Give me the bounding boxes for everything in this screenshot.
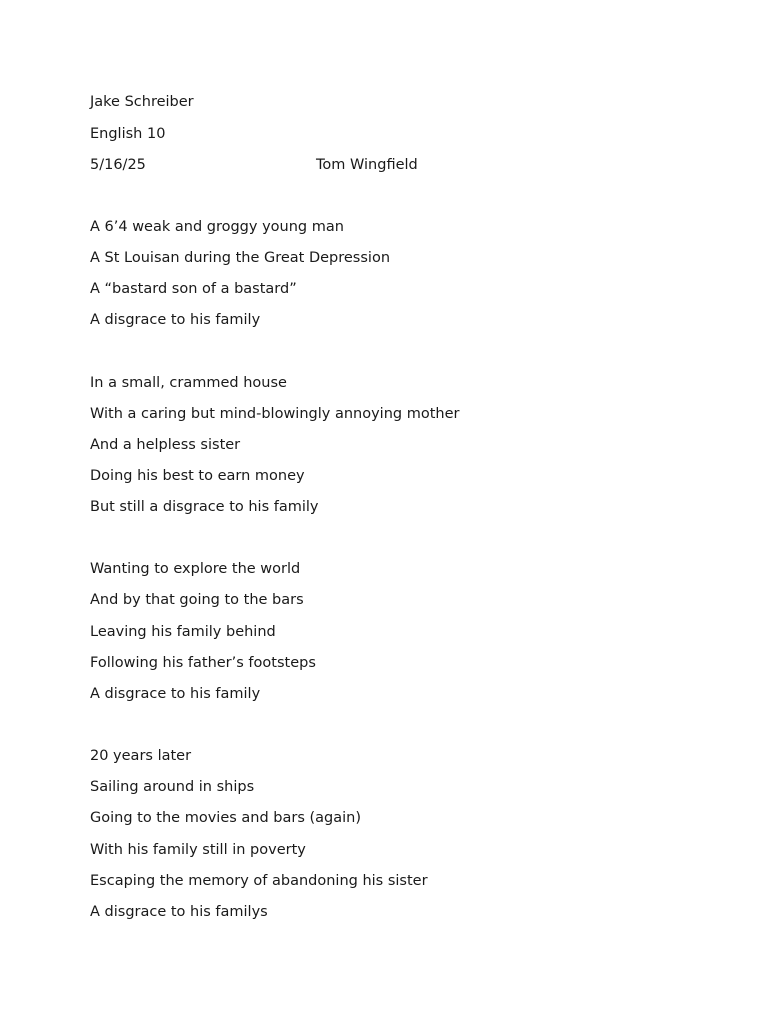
poem-line: A disgrace to his family: [90, 312, 261, 328]
poem-line: With a caring but mind-blowingly annoying mother: [90, 406, 460, 422]
date: 5/16/25: [90, 157, 146, 173]
poem-line: In a small, crammed house: [90, 375, 287, 391]
poem-line: Wanting to explore the world: [90, 561, 301, 577]
poem-line: And by that going to the bars: [90, 592, 304, 608]
poem-line: And a helpless sister: [90, 437, 241, 453]
poem-line: A 6’4 weak and groggy young man: [90, 219, 344, 235]
poem-line: Following his father’s footsteps: [90, 655, 316, 671]
poem-line: A disgrace to his familys: [90, 904, 268, 920]
class-name: English 10: [90, 126, 166, 142]
poem-line: A disgrace to his family: [90, 686, 261, 702]
poem-line: Leaving his family behind: [90, 624, 276, 640]
poem-line: But still a disgrace to his family: [90, 499, 319, 515]
poem-line: Going to the movies and bars (again): [90, 810, 362, 826]
poem-line: Doing his best to earn money: [90, 468, 305, 484]
poem-line: With his family still in poverty: [90, 842, 306, 858]
poem-line: Sailing around in ships: [90, 779, 255, 795]
poem-title: Tom Wingfield: [316, 157, 418, 173]
poem-line: A St Louisan during the Great Depression: [90, 250, 391, 266]
poem-line: 20 years later: [90, 748, 192, 764]
poem-line: Escaping the memory of abandoning his sister: [90, 873, 428, 889]
author-name: Jake Schreiber: [90, 94, 194, 110]
poem-line: A “bastard son of a bastard”: [90, 281, 297, 297]
